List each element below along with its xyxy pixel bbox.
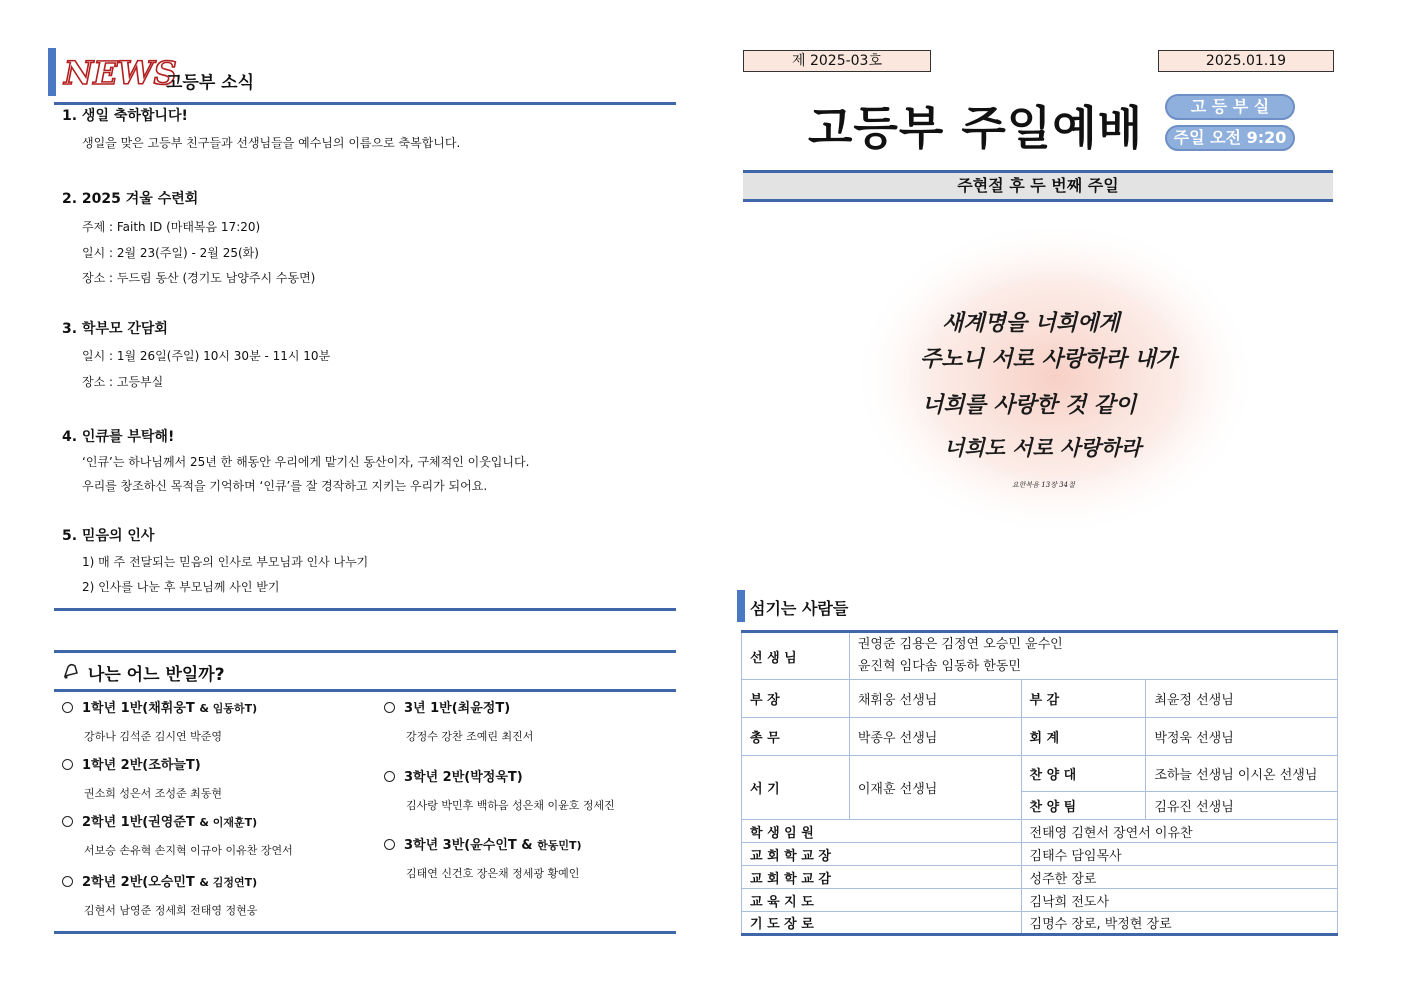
choir-value: 조하늘 선생님 이시온 선생님: [1146, 756, 1338, 792]
bujang-value: 채휘웅 선생님: [849, 680, 1021, 718]
issue-number: 제 2025-03호: [743, 50, 931, 72]
circle-bullet-icon: [62, 816, 73, 827]
class-name: 3학년 3반(윤수인T &: [404, 838, 533, 853]
watercolor-background: [840, 218, 1260, 548]
chongmu-value: 박종우 선생님: [849, 718, 1021, 756]
class-subname: & 임동하T): [199, 702, 258, 715]
verse-reference: 요한복음 13장 34절: [1012, 481, 1075, 489]
circle-bullet-icon: [384, 702, 395, 713]
table-row: [742, 866, 1338, 889]
news-item-line: 장소 : 고등부실: [82, 375, 164, 389]
class-members: 김태연 신건호 장은채 정세광 황예인: [406, 867, 580, 880]
table-row: [742, 756, 1338, 792]
bujang-label: 부 장: [750, 693, 780, 708]
circle-bullet-icon: [384, 839, 395, 850]
class-members: 권소희 성은서 조성준 최동현: [84, 787, 223, 800]
news-bottom-rule: [54, 608, 676, 611]
class-name: 1학년 1반(채휘웅T: [82, 701, 195, 716]
bugam-label: 부 감: [1029, 693, 1060, 708]
table-row: [742, 632, 1338, 680]
hoegye-value: 박정욱 선생님: [1146, 718, 1338, 756]
sunday-subtitle: 주현절 후 두 번째 주일: [743, 170, 1333, 202]
news-item-line: 1) 매 주 전달되는 믿음의 인사로 부모님과 인사 나누기: [82, 555, 369, 569]
circle-bullet-icon: [62, 876, 73, 887]
table-row: [742, 680, 1338, 718]
class-members: 서보승 손유혁 손지혁 이규아 이유찬 장연서: [84, 844, 293, 857]
verse-line: 너희를 사랑한 것 같이: [922, 392, 1137, 418]
students-label: 학 생 임 원: [750, 825, 814, 841]
circle-bullet-icon: [384, 771, 395, 782]
table-row: [742, 889, 1338, 912]
verse-line: 주노니 서로 사랑하라 내가: [920, 346, 1177, 372]
seogi-label: 서 기: [750, 782, 780, 797]
news-item-line: 2) 인사를 나눈 후 부모님께 사인 받기: [82, 580, 280, 594]
prayer-elder-value: 김명수 장로, 박정현 장로: [1021, 912, 1337, 935]
education-value: 김낙희 전도사: [1021, 889, 1337, 912]
class-subname: & 김정연T): [199, 876, 258, 889]
servers-accent-bar: [737, 590, 745, 622]
chongmu-label: 총 무: [750, 731, 780, 746]
class-section-label: 나는 어느 반일까?: [87, 665, 225, 685]
verse-line: 새계명을 너희에게: [942, 310, 1120, 336]
place-badge: 고 등 부 실: [1165, 94, 1295, 120]
news-item-line: 일시 : 1월 26일(주일) 10시 30분 - 11시 10분: [82, 349, 331, 363]
class-name: 1학년 2반(조하늘T): [82, 758, 201, 773]
teachers-line: 윤진혁 임다솜 임동하 한동민: [857, 659, 1021, 674]
class-entry: [62, 697, 293, 754]
class-entry: [62, 871, 293, 928]
class-top-rule: [54, 650, 676, 653]
bell-icon: [62, 662, 82, 685]
teachers-line: 권영준 김용은 김정연 오승민 윤수인: [857, 637, 1063, 652]
prayer-elder-label: 기 도 장 로: [750, 917, 814, 932]
news-item-title: 3. 학부모 간담회: [62, 321, 168, 337]
verse-line: 너희도 서로 사랑하라: [944, 435, 1142, 460]
news-logo-text: NEWS: [64, 54, 177, 92]
news-title: 고등부 소식: [166, 73, 255, 93]
students-value: 전태영 김현서 장연서 이유찬: [1021, 820, 1337, 843]
class-column-left: [62, 697, 293, 928]
class-name: 3년 1반(최윤정T): [404, 701, 511, 716]
class-entry: [384, 834, 615, 894]
class-entry: [384, 766, 615, 834]
news-accent-bar: [48, 48, 56, 96]
news-item-line: 주제 : Faith ID (마태복음 17:20): [82, 220, 261, 234]
class-column-right: [384, 697, 615, 894]
class-section-title: [62, 660, 225, 685]
class-name: 2학년 2반(오승민T: [82, 875, 195, 890]
principal-value: 김태수 담임목사: [1021, 843, 1337, 866]
praise-team-label: 찬 양 팀: [1029, 800, 1077, 815]
news-item-line: 생일을 맞은 고등부 친구들과 선생님들을 예수님의 이름으로 축복합니다.: [82, 136, 461, 150]
class-bottom-rule: [54, 931, 676, 934]
class-name: 2학년 1반(권영준T: [82, 815, 195, 830]
vice-principal-value: 성주한 장로: [1021, 866, 1337, 889]
class-name: 3학년 2반(박정욱T): [404, 770, 523, 785]
news-logo: [62, 52, 177, 92]
table-row: [742, 820, 1338, 843]
servers-table: [741, 630, 1338, 936]
table-row: [742, 843, 1338, 866]
education-label: 교 육 지 도: [750, 894, 814, 910]
news-item-title: 2. 2025 겨울 수련회: [62, 191, 199, 207]
verse-artwork: [840, 218, 1260, 548]
news-item-line: 일시 : 2월 23(주일) - 2월 25(화): [82, 246, 259, 260]
class-header-rule: [54, 689, 676, 692]
bugam-value: 최윤정 선생님: [1146, 680, 1338, 718]
class-entry: [62, 811, 293, 871]
news-header: [48, 48, 676, 106]
class-members: 김사랑 박민후 백하음 성은채 이윤호 정세진: [406, 799, 615, 812]
news-item-line: 장소 : 두드림 동산 (경기도 남양주시 수동면): [82, 271, 316, 285]
hoegye-label: 회 계: [1029, 731, 1060, 746]
seogi-value: 이재훈 선생님: [849, 756, 1021, 820]
principal-label: 교 회 학 교 장: [750, 848, 831, 864]
news-item-line: 우리를 창조하신 목적을 기억하며 ‘인큐’를 잘 경작하고 지키는 우리가 되어요.: [82, 479, 488, 493]
circle-bullet-icon: [62, 702, 73, 713]
table-row: [742, 912, 1338, 935]
news-item-title: 1. 생일 축하합니다!: [62, 108, 188, 124]
class-entry: [384, 697, 615, 766]
news-item-title: 4. 인큐를 부탁해!: [62, 429, 175, 445]
bulletin-date: 2025.01.19: [1158, 50, 1334, 72]
class-members: 강하나 김석준 김시연 박준영: [84, 730, 223, 743]
choir-label: 찬 양 대: [1029, 768, 1077, 783]
circle-bullet-icon: [62, 759, 73, 770]
vice-principal-label: 교 회 학 교 감: [750, 871, 831, 887]
table-row: [742, 718, 1338, 756]
page-title: 고등부 주일예배: [808, 101, 1144, 155]
class-subname: & 이재훈T): [199, 816, 258, 829]
class-entry: [62, 754, 293, 811]
class-subname: 한동민T): [537, 839, 582, 852]
class-members: 김현서 남영준 정세희 전태영 정현웅: [84, 904, 258, 917]
news-item-line: ‘인큐’는 하나님께서 25년 한 해동안 우리에게 맡기신 동산이자, 구체적인 이웃입니다.: [82, 455, 530, 469]
servers-title: 섬기는 사람들: [750, 599, 849, 618]
time-badge: 주일 오전 9:20: [1165, 125, 1295, 151]
praise-team-value: 김유진 선생님: [1146, 792, 1338, 820]
class-members: 강정수 강찬 조예린 최진서: [406, 730, 534, 743]
teachers-label: 선 생 님: [750, 650, 797, 666]
news-item-title: 5. 믿음의 인사: [62, 528, 155, 544]
